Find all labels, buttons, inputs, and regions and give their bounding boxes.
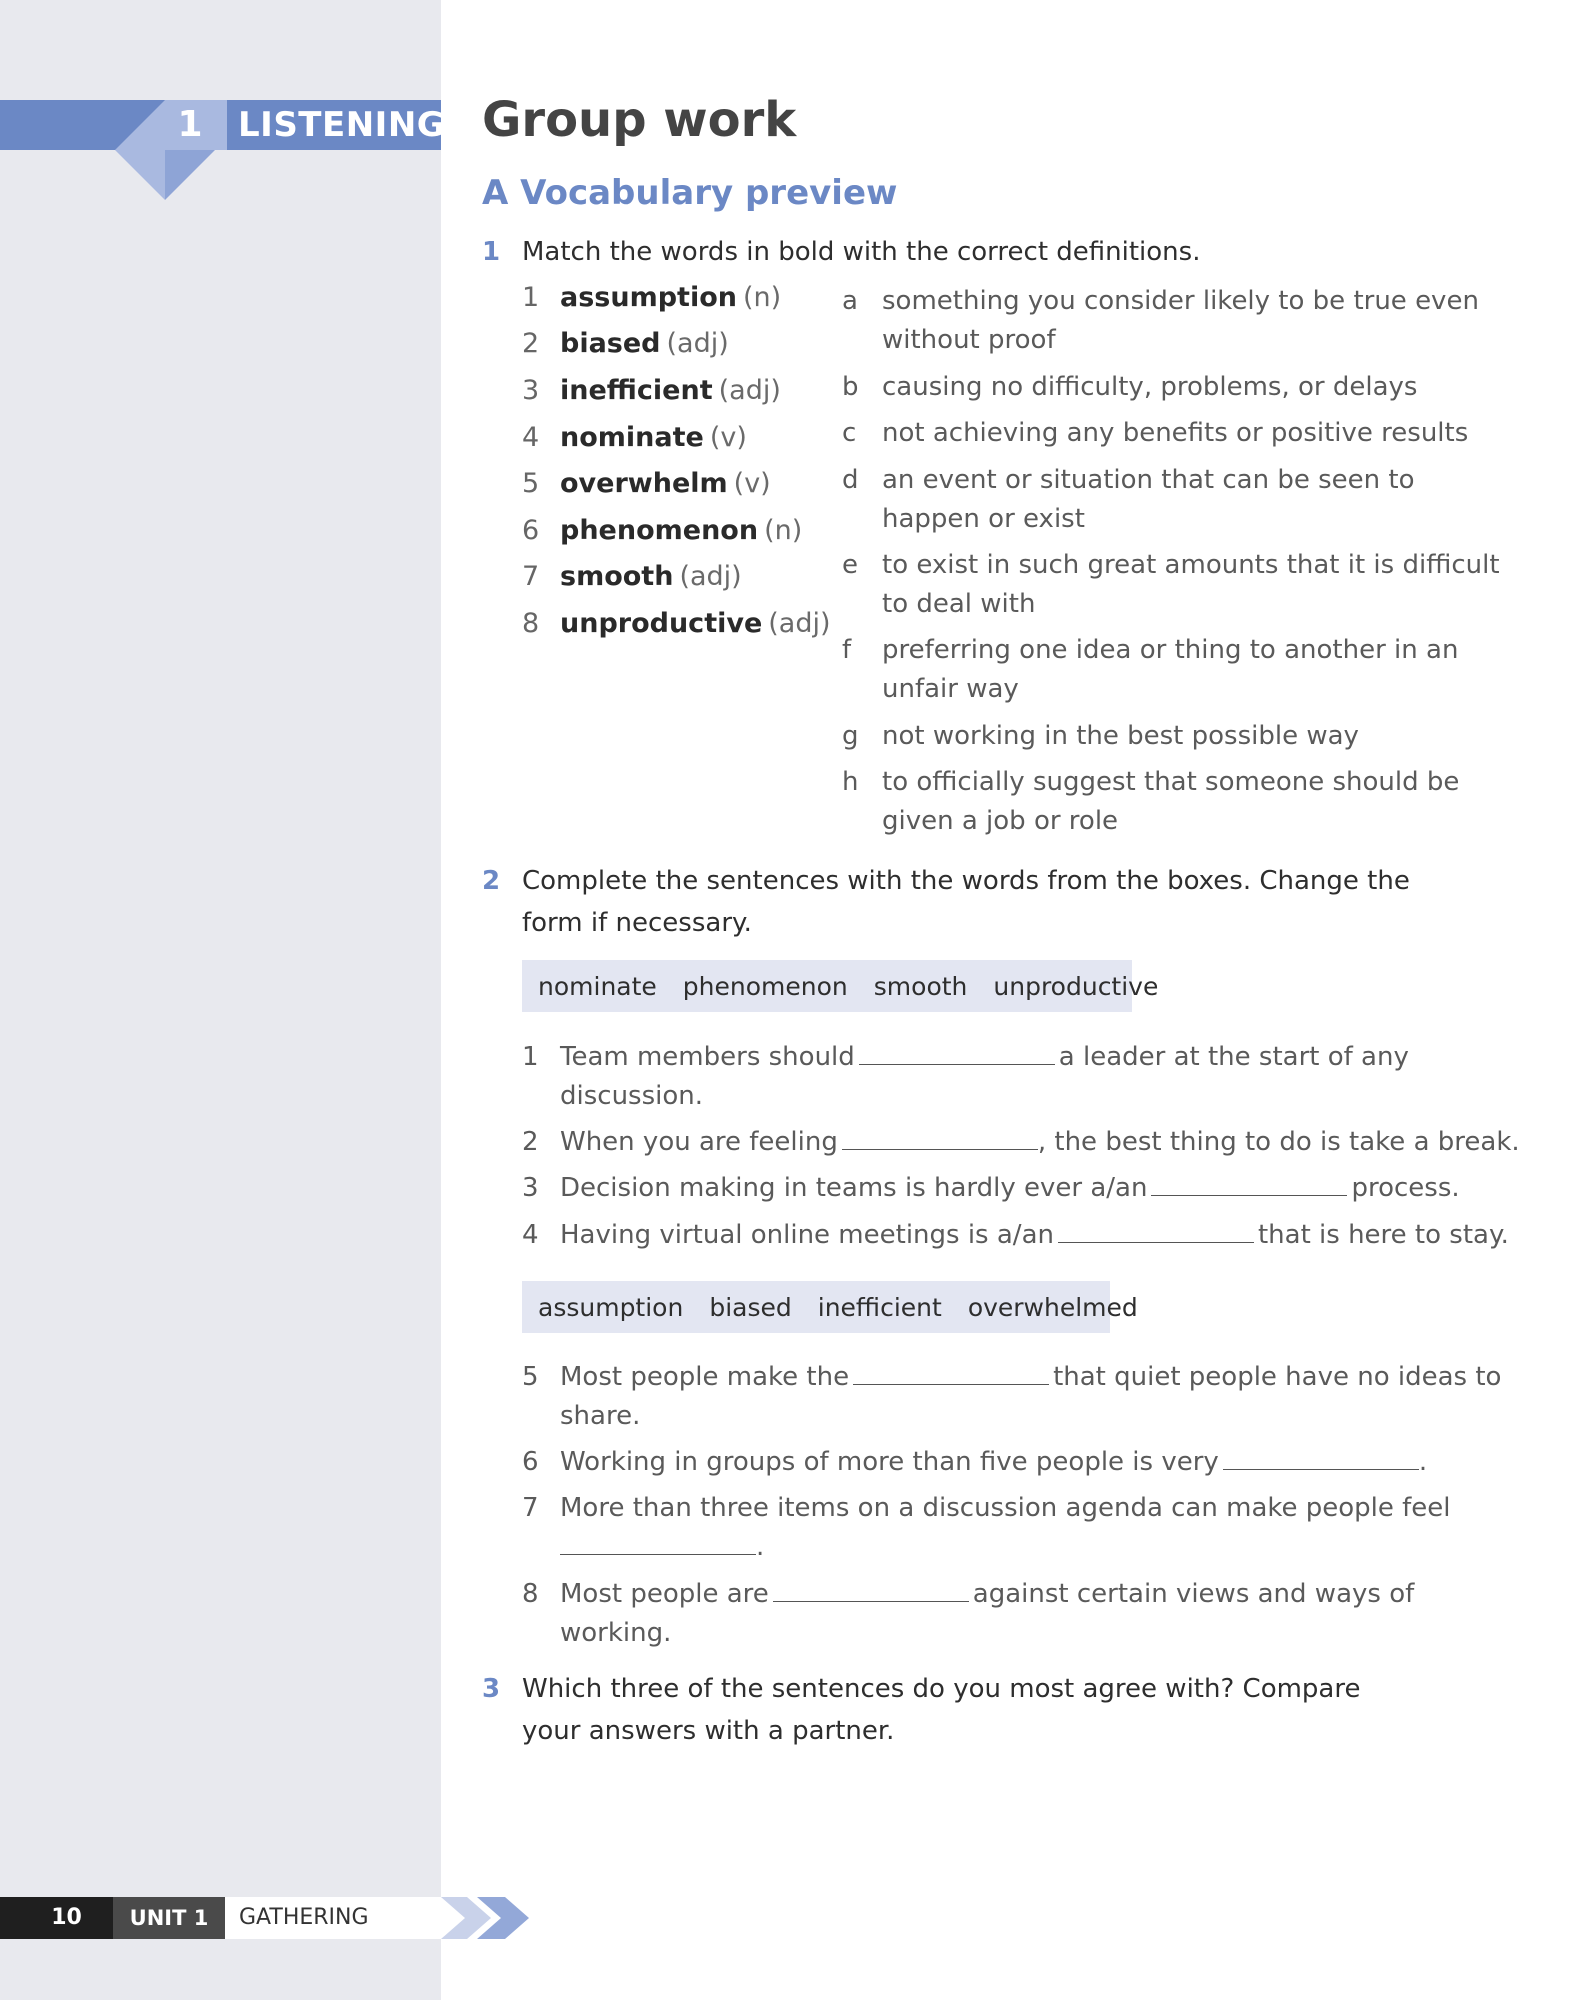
- sentence-text: Most people are: [560, 1579, 769, 1609]
- sentence-text: a leader at the start of any discussion.: [560, 1042, 1409, 1111]
- item-letter: e: [842, 550, 858, 580]
- part-of-speech: (v): [709, 422, 747, 453]
- sentence-text: When you are feeling: [560, 1127, 838, 1157]
- sentence-text: that quiet people have no ideas to share.: [560, 1362, 1502, 1431]
- definition-text: causing no difficulty, problems, or delays: [882, 372, 1418, 402]
- unit-title: GATHERING: [225, 1897, 441, 1939]
- sentence-text: Team members should: [560, 1042, 855, 1072]
- item-letter: g: [842, 721, 859, 751]
- definition-text: to exist in such great amounts that it is difficult to deal with: [882, 550, 1500, 619]
- box-word: unproductive: [993, 971, 1159, 1001]
- definition-text: not achieving any benefits or positive results: [882, 418, 1469, 448]
- vocab-word: [560, 375, 781, 406]
- question-number: 3: [482, 1674, 501, 1704]
- sentence-text: , the best thing to do is take a break.: [1037, 1127, 1520, 1157]
- answer-blank[interactable]: [1223, 1443, 1419, 1470]
- sentence-text: .: [1418, 1447, 1428, 1477]
- section-label: LISTENING: [238, 105, 446, 145]
- definition-text: to officially suggest that someone should be given a job or role: [882, 767, 1460, 836]
- sentence-text: .: [756, 1532, 765, 1562]
- sentence-text: More than three items on a discussion agenda can make people feel: [560, 1493, 1451, 1523]
- word-text: nominate: [560, 422, 704, 453]
- sentence-text: Having virtual online meetings is a/an: [560, 1220, 1054, 1250]
- answer-blank[interactable]: [853, 1358, 1049, 1385]
- item-letter: d: [842, 465, 859, 495]
- item-number: 1: [522, 1042, 539, 1072]
- item-number: 2: [522, 328, 540, 359]
- item-number: 4: [522, 1220, 539, 1250]
- part-of-speech: (v): [733, 468, 771, 499]
- section-number: 1: [177, 104, 203, 145]
- item-number: 6: [522, 1447, 539, 1477]
- vocab-word: [560, 468, 771, 499]
- part-of-speech: (adj): [718, 375, 781, 406]
- item-number: 5: [522, 468, 540, 499]
- item-number: 6: [522, 515, 540, 546]
- question-instruction: Complete the sentences with the words from the boxes. Change the form if necessary.: [522, 866, 1410, 938]
- item-number: 5: [522, 1362, 539, 1392]
- vocab-word: [560, 608, 831, 639]
- sidebar: [0, 0, 441, 2000]
- sentence-text: Most people make the: [560, 1362, 850, 1392]
- word-text: biased: [560, 328, 661, 359]
- vocab-word: [560, 515, 802, 546]
- box-word: nominate: [538, 971, 657, 1001]
- definition-text: an event or situation that can be seen to happen or exist: [882, 465, 1415, 534]
- box-word: overwhelmed: [967, 1292, 1138, 1322]
- item-number: 7: [522, 1493, 539, 1523]
- part-of-speech: (adj): [768, 608, 831, 639]
- item-number: 8: [522, 1579, 539, 1609]
- item-letter: b: [842, 372, 859, 402]
- answer-blank[interactable]: [1058, 1216, 1254, 1243]
- section-banner: [0, 100, 446, 200]
- sentence-text: against certain views and ways of working.: [560, 1579, 1415, 1648]
- answer-blank[interactable]: [859, 1038, 1055, 1065]
- box-word: inefficient: [817, 1292, 942, 1322]
- word-box-2: [522, 1281, 1138, 1333]
- word-text: inefficient: [560, 375, 713, 406]
- definition-text: preferring one idea or thing to another in an unfair way: [882, 635, 1459, 704]
- word-text: overwhelm: [560, 468, 728, 499]
- box-word: phenomenon: [682, 971, 848, 1001]
- sentence-text: Decision making in teams is hardly ever a/an: [560, 1173, 1148, 1203]
- item-number: 2: [522, 1127, 539, 1157]
- item-number: 8: [522, 608, 540, 639]
- item-letter: h: [842, 767, 859, 797]
- word-box-1: [522, 960, 1159, 1012]
- question-instruction: Which three of the sentences do you most agree with? Compare your answers with a partner.: [522, 1674, 1361, 1746]
- item-letter: c: [842, 418, 857, 448]
- box-word: smooth: [873, 971, 968, 1001]
- page-title: Group work: [482, 92, 797, 148]
- unit-number: UNIT 1: [113, 1897, 225, 1939]
- part-of-speech: (n): [742, 282, 782, 313]
- item-letter: f: [842, 635, 852, 665]
- vocab-word: [560, 561, 742, 592]
- answer-blank[interactable]: [842, 1123, 1038, 1150]
- answer-blank[interactable]: [1151, 1169, 1347, 1196]
- item-number: 3: [522, 1173, 539, 1203]
- item-number: 4: [522, 422, 540, 453]
- vocab-word: [560, 328, 729, 359]
- sentence-text: Working in groups of more than five people is very: [560, 1447, 1219, 1477]
- question-number: 2: [482, 866, 501, 896]
- part-of-speech: (adj): [666, 328, 729, 359]
- vocab-word: [560, 422, 747, 453]
- definition-text: not working in the best possible way: [882, 721, 1359, 751]
- word-text: assumption: [560, 282, 737, 313]
- chevron-right-icon: [441, 1897, 551, 1939]
- word-text: phenomenon: [560, 515, 759, 546]
- sentence-text: process.: [1351, 1173, 1460, 1203]
- item-number: 1: [522, 282, 540, 313]
- box-word: biased: [709, 1292, 792, 1322]
- answer-blank[interactable]: [560, 1528, 756, 1555]
- word-text: unproductive: [560, 608, 763, 639]
- page-number: 10: [0, 1897, 113, 1939]
- part-of-speech: (n): [764, 515, 803, 546]
- word-text: smooth: [560, 561, 674, 592]
- item-number: 7: [522, 561, 540, 592]
- item-letter: a: [842, 286, 858, 316]
- vocab-word: [560, 282, 781, 313]
- sentence-text: that is here to stay.: [1257, 1220, 1509, 1250]
- box-word: assumption: [538, 1292, 684, 1322]
- answer-blank[interactable]: [773, 1575, 969, 1602]
- part-of-speech: (adj): [679, 561, 742, 592]
- question-instruction: Match the words in bold with the correct definitions.: [522, 237, 1201, 267]
- section-heading: A Vocabulary preview: [482, 173, 898, 213]
- item-number: 3: [522, 375, 540, 406]
- question-number: 1: [482, 237, 501, 267]
- definition-text: something you consider likely to be true even without proof: [882, 286, 1479, 355]
